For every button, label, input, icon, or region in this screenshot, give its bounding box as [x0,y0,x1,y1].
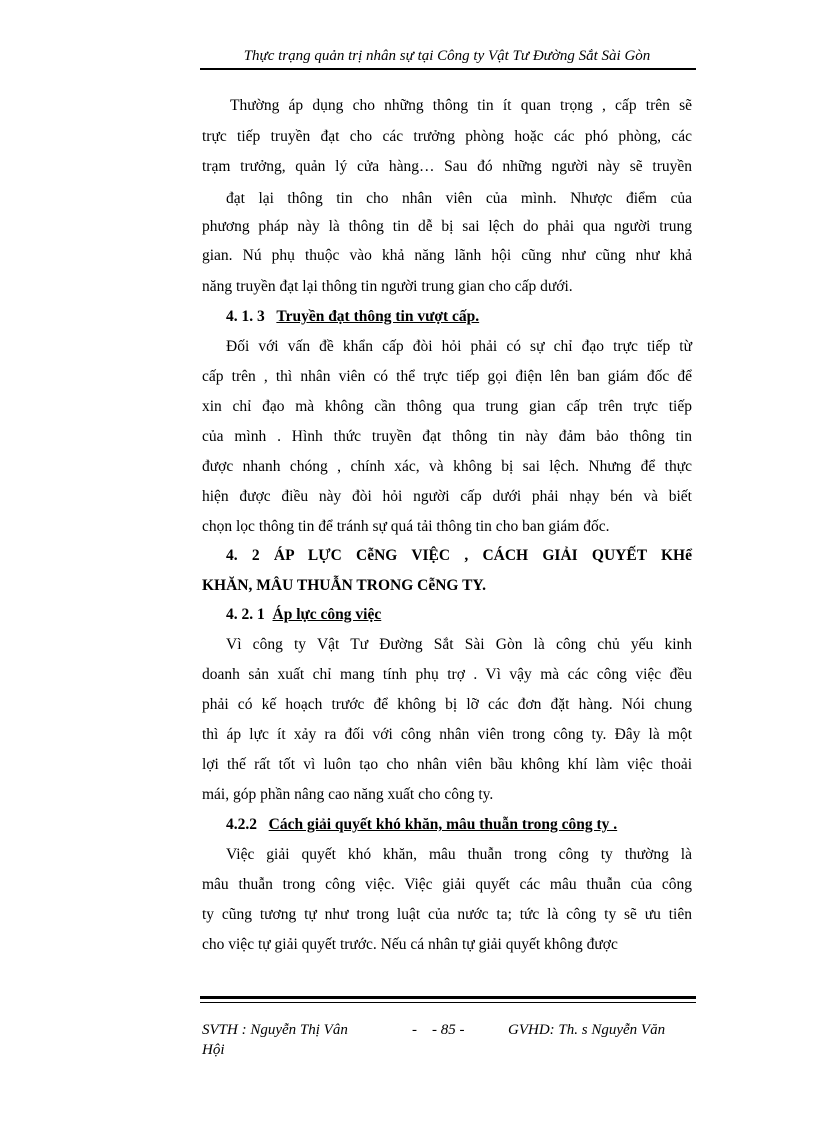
p1-line-3: trạm trưởng, quản lý cửa hàng… Sau đó những người này sẽ truyền [202,158,692,175]
p2-line-5: được nhanh chóng , chính xác, và không bị sai lệch. Nhưng để thực [202,458,692,475]
footer-rule-top [200,996,696,999]
heading-4-1-3 [226,308,692,326]
p2-line-3: xin chỉ đạo mà không cần thông qua trung gian cấp trên trực tiếp [202,398,692,415]
p4-line-2: mâu thuẫn trong công việc. Việc giải quyết các mâu thuẫn của công [202,876,692,893]
p1-line-4: đạt lại thông tin cho nhân viên của mình. Nhược điểm của [226,190,692,207]
p1-line-7: năng truyền đạt lại thông tin người trung gian cho cấp dưới. [202,278,573,295]
footer-page-number: - 85 - [432,1022,465,1038]
heading-title: Cách giải quyết khó khăn, mâu thuẫn trong công ty . [268,816,618,833]
p2-line-4: của mình . Hình thức truyền đạt thông tin này đảm bảo thông tin [202,428,692,445]
p2-line-2: cấp trên , thì nhân viên có thể trực tiếp gọi điện lên ban giám đốc để [202,368,692,385]
footer-rule-bottom [200,1002,696,1003]
p4-line-3: ty cũng tương tự như trong luật của nước ta; tức là công ty sẽ ưu tiên [202,906,692,923]
footer-student-cont: Hội [202,1042,225,1058]
heading-4-2-1 [226,606,692,624]
p1-line-2: trực tiếp truyền đạt cho các trưởng phòng hoặc các phó phòng, các [202,128,692,145]
heading-4-2-line-1: 4. 2 ÁP LỰC CễNG VIỆC , CÁCH GIẢI QUYẾT KHể [226,547,692,564]
heading-number: 4. 1. 3 [226,308,265,325]
p2-line-1: Đối với vấn đề khẩn cấp đòi hỏi phải có sự chỉ đạo trực tiếp từ [226,338,692,355]
p1-line-6: gian. Nú phụ thuộc vào khả năng lãnh hội cũng như cũng như khả [202,247,692,264]
p2-line-6: hiện được điều này đòi hỏi người cấp dưới phải nhạy bén và biết [202,488,692,505]
p1-line-5: phương pháp này là thông tin dễ bị sai lệch do phải qua người trung [202,218,692,235]
footer-student: SVTH : Nguyễn Thị Vân [202,1022,348,1038]
p4-line-4: cho việc tự giải quyết trước. Nếu cá nhân tự giải quyết không được [202,936,618,953]
footer-advisor: GVHD: Th. s Nguyễn Văn [508,1022,666,1038]
heading-number: 4. 2. 1 [226,606,265,623]
p2-line-7: chọn lọc thông tin để tránh sự quá tải thông tin cho ban giám đốc. [202,518,610,535]
running-header-title: Thực trạng quản trị nhân sự tại Công ty Vật Tư Đường Sắt Sài Gòn [243,48,651,64]
p3-line-5: lợi thế rất tốt vì luôn tạo cho nhân viên bầu không khí làm việc thoải [202,756,692,773]
page-body [202,0,692,1000]
heading-4-2-line-2: KHĂN, MÂU THUẪN TRONG CễNG TY. [202,577,487,594]
p3-line-6: mái, góp phần nâng cao năng xuất cho công ty. [202,786,494,803]
heading-title: Truyền đạt thông tin vượt cấp. [276,308,480,325]
heading-number: 4.2.2 [226,816,257,833]
p3-line-1: Vì công ty Vật Tư Đường Sắt Sài Gòn là công chủ yếu kinh [226,636,692,653]
p1-line-1: Thường áp dụng cho những thông tin ít quan trọng , cấp trên sẽ [230,97,692,114]
footer-dash: - [412,1022,417,1038]
p3-line-2: doanh sản xuất chỉ mang tính phụ trợ . Vì vậy mà các công việc đều [202,666,692,683]
p3-line-3: phải có kế hoạch trước để không bị lỡ các đơn đặt hàng. Nói chung [202,696,692,713]
p3-line-4: thì áp lực ít xảy ra đối với công nhân viên trong công ty. Đây là một [202,726,692,743]
heading-4-2-2 [226,816,692,834]
heading-title: Áp lực công việc [272,606,382,623]
p4-line-1: Việc giải quyết khó khăn, mâu thuẫn trong công ty thường là [226,846,692,863]
